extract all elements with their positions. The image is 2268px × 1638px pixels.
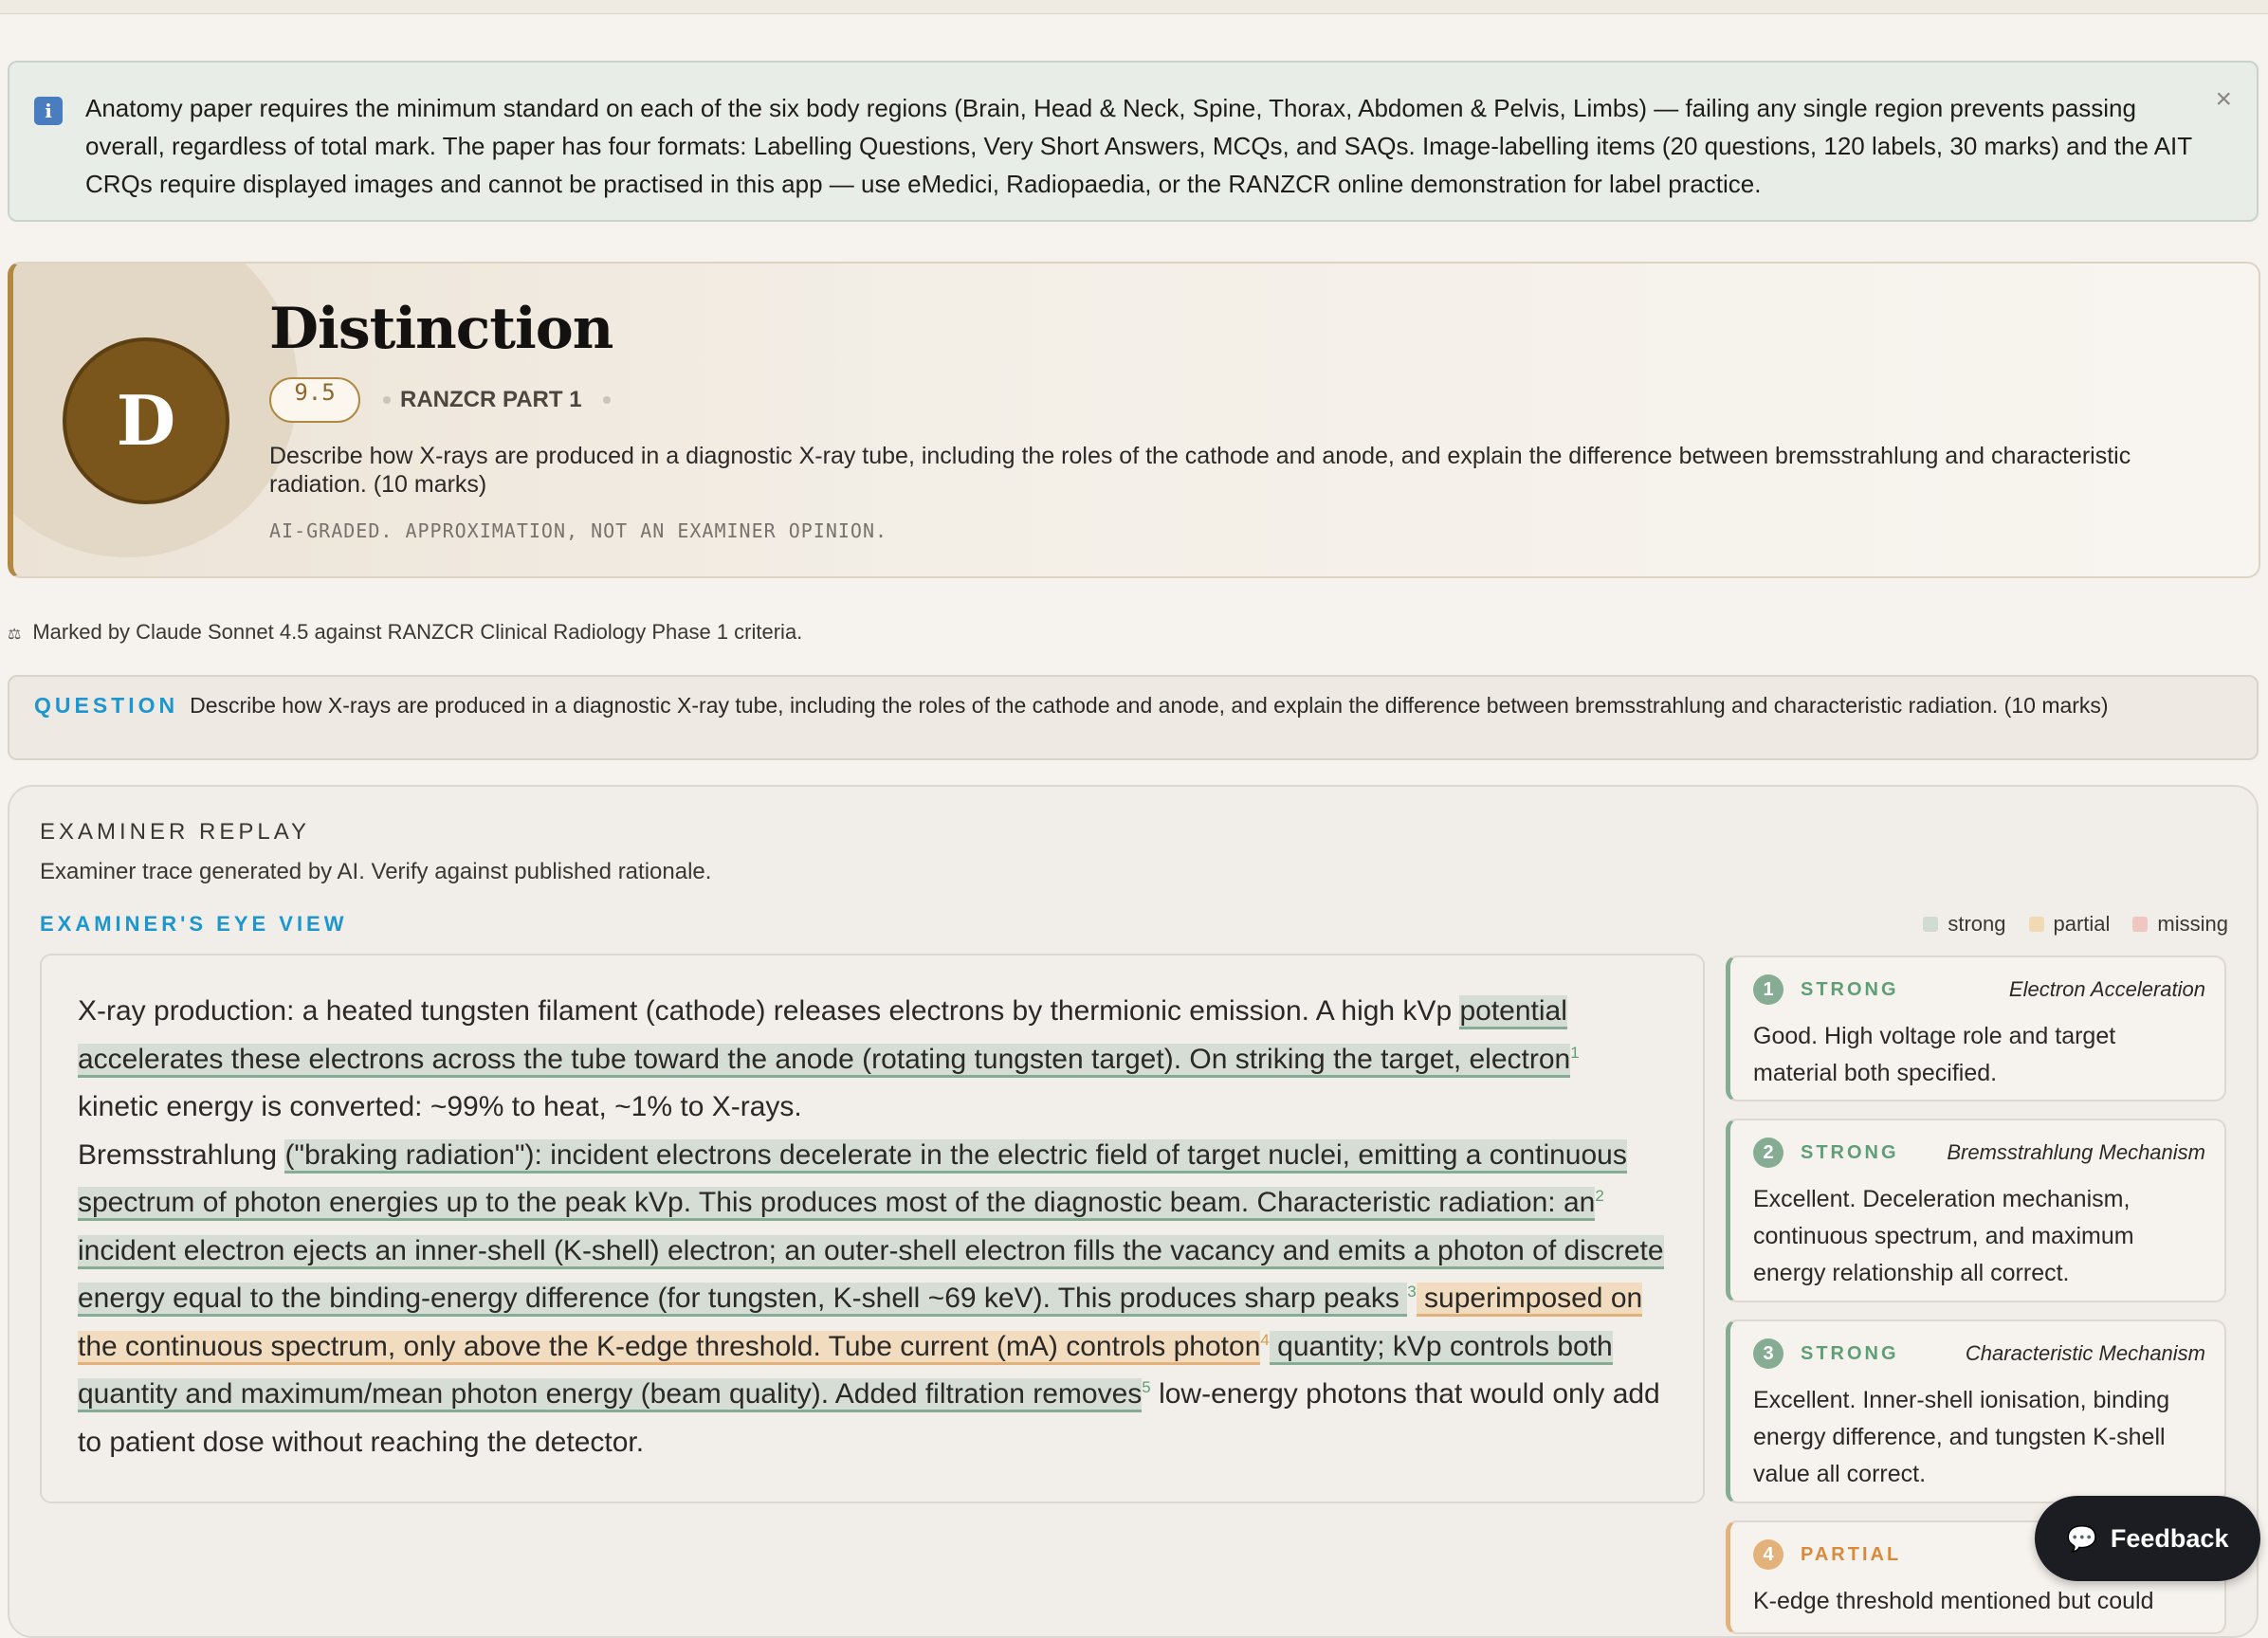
- exam-name: RANZCR PART 1: [400, 387, 582, 412]
- criterion-card[interactable]: [1726, 1320, 2226, 1503]
- grade-title: Distinction: [269, 296, 613, 362]
- criterion-comment: Excellent. Deceleration mechanism, continuous spectrum, and maximum energy relationship all correct.: [1753, 1186, 2134, 1286]
- criterion-header: [1753, 1337, 2205, 1371]
- legend-missing: [2132, 912, 2228, 937]
- criterion-card[interactable]: [1726, 1119, 2226, 1302]
- question-label: QUESTION: [34, 693, 179, 718]
- criterion-number: 4: [1753, 1539, 1783, 1570]
- criterion-name: Electron Acceleration: [2008, 977, 2205, 1001]
- legend-swatch-partial: [2029, 917, 2044, 932]
- footnote-ref[interactable]: 4: [1260, 1330, 1270, 1349]
- criterion-header: [1753, 1136, 2205, 1170]
- answer-paragraph: [78, 1132, 1667, 1467]
- highlight-strong[interactable]: potential accelerates these electrons across the tube toward the anode (rotating tungsten target). On striking the target, electron: [78, 995, 1570, 1078]
- separator-dot: [603, 396, 611, 404]
- scale-icon: ⚖: [8, 627, 22, 643]
- info-icon: i: [34, 97, 63, 125]
- criterion-comment: K-edge threshold mentioned but could: [1753, 1588, 2154, 1614]
- question-panel: [8, 675, 2259, 760]
- legend-label: strong: [1948, 912, 2006, 936]
- score-pill: 9.5: [269, 377, 360, 423]
- footnote-ref[interactable]: 3: [1407, 1283, 1417, 1301]
- grade-card: [8, 262, 2260, 578]
- answer-text: low-energy photons that would only add to patient dose without reaching the detector.: [78, 1378, 1660, 1458]
- highlight-strong[interactable]: ("braking radiation"): incident electrons decelerate in the electric field of target nuclei, emitting a continuous spectrum of photon energies up to the peak kVp. This produces most of the diagnostic beam. Characteristic radiation: an: [78, 1139, 1627, 1222]
- answer-text: X-ray production: a heated tungsten filament (cathode) releases electrons by thermionic emission. A high kVp: [78, 995, 1460, 1027]
- criterion-name: Characteristic Mechanism: [1965, 1341, 2205, 1365]
- footnote-ref[interactable]: 5: [1142, 1378, 1151, 1396]
- marked-by-line: [8, 620, 802, 645]
- feedback-button[interactable]: [2035, 1496, 2260, 1581]
- legend-swatch-strong: [1923, 917, 1938, 932]
- marked-by-text: Marked by Claude Sonnet 4.5 against RANZCR Clinical Radiology Phase 1 criteria.: [32, 620, 803, 644]
- highlight-strong[interactable]: quantity; kVp controls both quantity and maximum/mean photon energy (beam quality). Added filtration removes: [78, 1331, 1613, 1413]
- answer-text: Bremsstrahlung: [78, 1138, 285, 1171]
- separator-dot: [383, 396, 391, 404]
- close-icon[interactable]: ×: [2215, 83, 2232, 115]
- criterion-status: STRONG: [1801, 1141, 1899, 1163]
- criterion-name: Bremsstrahlung Mechanism: [1947, 1140, 2205, 1164]
- criterion-comment: Excellent. Inner-shell ionisation, binding energy difference, and tungsten K-shell value all correct.: [1753, 1387, 2170, 1487]
- legend-label: missing: [2157, 912, 2228, 936]
- legend-label: partial: [2053, 912, 2111, 936]
- criterion-card[interactable]: [1726, 956, 2226, 1101]
- grade-badge: D: [63, 337, 229, 504]
- criterion-number: 3: [1753, 1338, 1783, 1369]
- replay-title: EXAMINER REPLAY: [40, 819, 310, 845]
- footnote-ref[interactable]: 1: [1570, 1043, 1580, 1062]
- answer-paragraph: [78, 988, 1667, 1132]
- highlight-strong[interactable]: incident electron ejects an inner-shell (K-shell) electron; an outer-shell electron fills the vacancy and emits a photon of discrete energy equal to the binding-energy difference (for tungsten, K-shell ~69 keV). This produces sharp peaks: [78, 1235, 1664, 1318]
- footnote-ref[interactable]: 2: [1595, 1187, 1604, 1205]
- legend-partial: [2029, 912, 2111, 937]
- answer-text: kinetic energy is converted: ~99% to heat, ~1% to X-rays.: [78, 1091, 802, 1122]
- annotated-answer: [40, 954, 1705, 1503]
- highlight-partial[interactable]: superimposed on the continuous spectrum, only above the K-edge threshold. Tube current (mA) controls photon: [78, 1283, 1642, 1365]
- info-banner: [8, 61, 2259, 222]
- eye-view-heading: EXAMINER'S EYE VIEW: [40, 912, 348, 936]
- top-bar: [0, 0, 2268, 14]
- question-text: Describe how X-rays are produced in a diagnostic X-ray tube, including the roles of the cathode and anode, and explain the difference between bremsstrahlung and characteristic radiation. (10 marks): [190, 693, 2109, 718]
- criterion-status: STRONG: [1801, 978, 1899, 1000]
- replay-subtitle: Examiner trace generated by AI. Verify against published rationale.: [40, 859, 712, 884]
- legend-strong: [1923, 912, 2005, 937]
- criterion-status: STRONG: [1801, 1342, 1899, 1364]
- feedback-button-label: Feedback: [2110, 1523, 2229, 1553]
- criterion-status: PARTIAL: [1801, 1543, 1902, 1565]
- criterion-header: [1753, 973, 2205, 1007]
- grade-question-text: Describe how X-rays are produced in a diagnostic X-ray tube, including the roles of the cathode and anode, and explain the difference between bremsstrahlung and characteristic radiation. (10 marks): [269, 443, 2131, 498]
- chat-bubble-icon: 💬: [2066, 1523, 2097, 1553]
- criterion-number: 2: [1753, 1138, 1783, 1168]
- legend-swatch-missing: [2132, 917, 2148, 932]
- highlight-legend: [1923, 912, 2228, 937]
- criterion-comment: Good. High voltage role and target material both specified.: [1753, 1023, 2116, 1086]
- criterion-number: 1: [1753, 974, 1783, 1005]
- ai-disclaimer: AI-GRADED. APPROXIMATION, NOT AN EXAMINER OPINION.: [269, 519, 888, 542]
- info-banner-message: Anatomy paper requires the minimum standard on each of the six body regions (Brain, Head & Neck, Spine, Thorax, Abdomen & Pelvis, Limbs) — failing any single region prevents passing overall, regardless of total mark. The paper has four formats: Labelling Questions, Very Short Answers, MCQs, and SAQs. Image-labelling items (20 questions, 120 labels, 30 marks) and the AIT CRQs require displayed images and cannot be practised in this app — use eMedici, Radiopaedia, or the RANZCR online demonstration for label practice.: [85, 94, 2192, 198]
